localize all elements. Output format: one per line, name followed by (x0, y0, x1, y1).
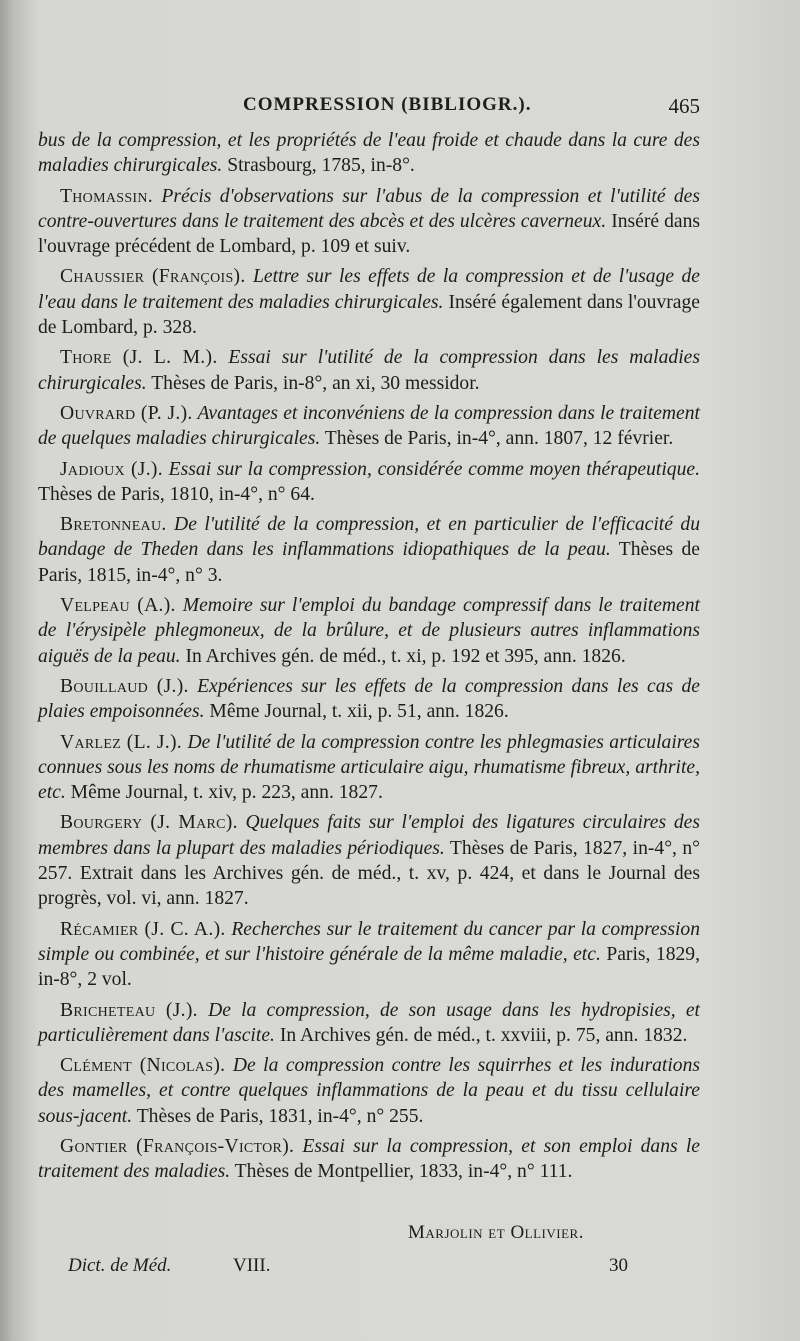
entry-title: De l'utilité de la compression contre les phlegmasies articulaires connues sous les noms de rhumatisme articulaire aigu, rhumatisme fibreux, arthrite, etc. (38, 731, 700, 804)
bibliography-entry (38, 730, 700, 806)
entry-title: Recherches sur le traitement du cancer par la compression simple ou combinée, et sur l'histoire générale de la même maladie, etc. (38, 918, 700, 965)
entry-title: Lettre sur les effets de la compression et de l'usage de l'eau dans le traitement des maladies chirurgicales. (38, 266, 701, 313)
entry-publication: Même Journal, t. xii, p. 51, ann. 1826. (204, 701, 509, 723)
entry-author: Bricheteau (J.). (60, 999, 198, 1021)
entry-publication: Thèses de Montpellier, 1833, in-4°, n° 111. (230, 1161, 573, 1183)
entry-title: Quelques faits sur l'emploi des ligatures circulaires des membres dans la plupart des maladies périodiques. (38, 812, 700, 859)
entry-author: Chaussier (François). (60, 266, 246, 288)
entry-title: Précis d'observations sur l'abus de la compression et l'utilité des contre-ouvertures dans le traitement des abcès et des ulcères caverneux. (38, 185, 700, 232)
entry-publication: Paris, 1829, in-8°, 2 vol. (38, 943, 700, 991)
bibliography-entry (38, 457, 700, 508)
entry-author: Varlez (L. J.). (60, 731, 182, 753)
entry-title: bus de la compression, et les propriétés de l'eau froide et chaude dans la cure des maladies chirurgicales. (38, 130, 700, 177)
entry-publication: Thèses de Paris, 1810, in-4°, n° 64. (38, 483, 315, 505)
entry-author: Thore (J. L. M.). (60, 347, 218, 369)
running-title: COMPRESSION (BIBLIOGR.). (243, 94, 532, 115)
entry-publication: Thèses de Paris, 1831, in-4°, n° 255. (132, 1105, 424, 1127)
entry-title: De l'utilité de la compression, et en particulier de l'efficacité du bandage de Theden dans les inflammations idiopathiques de la peau. (38, 514, 700, 561)
bibliography-entry (38, 184, 700, 260)
entry-title: Memoire sur l'emploi du bandage compressif dans le traitement de l'érysipèle phlegmoneux, de la brûlure, et de plusieurs autres inflammations aiguës de la peau. (38, 595, 700, 667)
entry-publication: Même Journal, t. xiv, p. 223, ann. 1827. (65, 782, 383, 804)
entry-author: Récamier (J. C. A.). (60, 918, 226, 940)
footer-work-title: Dict. de Méd. (68, 1255, 172, 1276)
entry-author: Bourgery (J. Marc). (60, 812, 238, 834)
entry-title: De la compression contre les squirrhes et les indurations des mamelles, et contre quelques inflammations de la peau et du tissu cellulaire sous-jacent. (38, 1055, 700, 1127)
entry-publication: Thèses de Paris, 1815, in-4°, n° 3. (38, 539, 700, 586)
entry-publication: Thèses de Paris, in-4°, ann. 1807, 12 février. (320, 428, 674, 450)
footer-volume: VIII. (233, 1255, 271, 1276)
entry-publication: Strasbourg, 1785, in-8°. (222, 155, 415, 177)
entry-title: Avantages et inconvéniens de la compression dans le traitement de quelques maladies chirurgicales. (38, 402, 700, 450)
entry-title: De la compression, de son usage dans les hydropisies, et particulièrement dans l'ascite. (38, 999, 700, 1046)
bibliography-entry (38, 128, 700, 179)
entry-author: Clément (Nicolas). (60, 1055, 226, 1077)
entry-publication: In Archives gén. de méd., t. xxviii, p. 75, ann. 1832. (274, 1024, 688, 1046)
entry-publication: Thèses de Paris, in-8°, an xi, 30 messidor. (146, 372, 480, 394)
bibliography-entry (38, 401, 700, 452)
bibliography-entry (38, 345, 700, 396)
bibliography-entry (38, 917, 700, 993)
entry-author: Thomassin. (60, 185, 153, 207)
entry-author: Velpeau (A.). (60, 595, 176, 617)
entry-publication: Thèses de Paris, 1827, in-4°, n° 257. Extrait dans les Archives gén. de méd., t. xv, p. 424, et dans le Journal des progrès, vol. vi, ann. 1827. (38, 837, 700, 910)
bibliography-entry (38, 674, 700, 725)
entry-title: Essai sur l'utilité de la compression dans les maladies chirurgicales. (38, 347, 700, 394)
entry-author: Bretonneau. (60, 514, 167, 536)
entry-title: Essai sur la compression, considérée comme moyen thérapeutique. (162, 458, 700, 480)
bibliography-entry (38, 1053, 700, 1129)
entry-publication: Inséré dans l'ouvrage précédent de Lombard, p. 109 et suiv. (38, 210, 701, 258)
bibliography-entry (38, 593, 700, 669)
entry-publication: Inséré également dans l'ouvrage de Lombard, p. 328. (38, 291, 700, 339)
bibliography-entry (38, 810, 700, 911)
bibliography-text (38, 128, 700, 1185)
entry-author: Gontier (François-Victor). (60, 1135, 295, 1157)
bibliography-entry (38, 512, 700, 588)
running-header (38, 94, 700, 124)
bibliography-entry (38, 1134, 700, 1185)
bibliography-entry (38, 264, 700, 340)
footer-signature-mark: 30 (609, 1255, 628, 1276)
page-footer (68, 1255, 628, 1283)
bibliography-entry (38, 998, 700, 1049)
entry-author: Jadioux (J.). (60, 458, 163, 480)
page-number: 465 (668, 94, 700, 118)
author-signature: Marjolin et Ollivier. (408, 1222, 584, 1243)
entry-author: Bouillaud (J.). (60, 675, 189, 697)
entry-title: Expériences sur les effets de la compression dans les cas de plaies empoisonnées. (38, 675, 700, 723)
entry-title: Essai sur la compression, et son emploi dans le traitement des maladies. (38, 1135, 700, 1183)
entry-author: Ouvrard (P. J.). (60, 402, 193, 424)
entry-publication: In Archives gén. de méd., t. xi, p. 192 et 395, ann. 1826. (180, 645, 626, 667)
